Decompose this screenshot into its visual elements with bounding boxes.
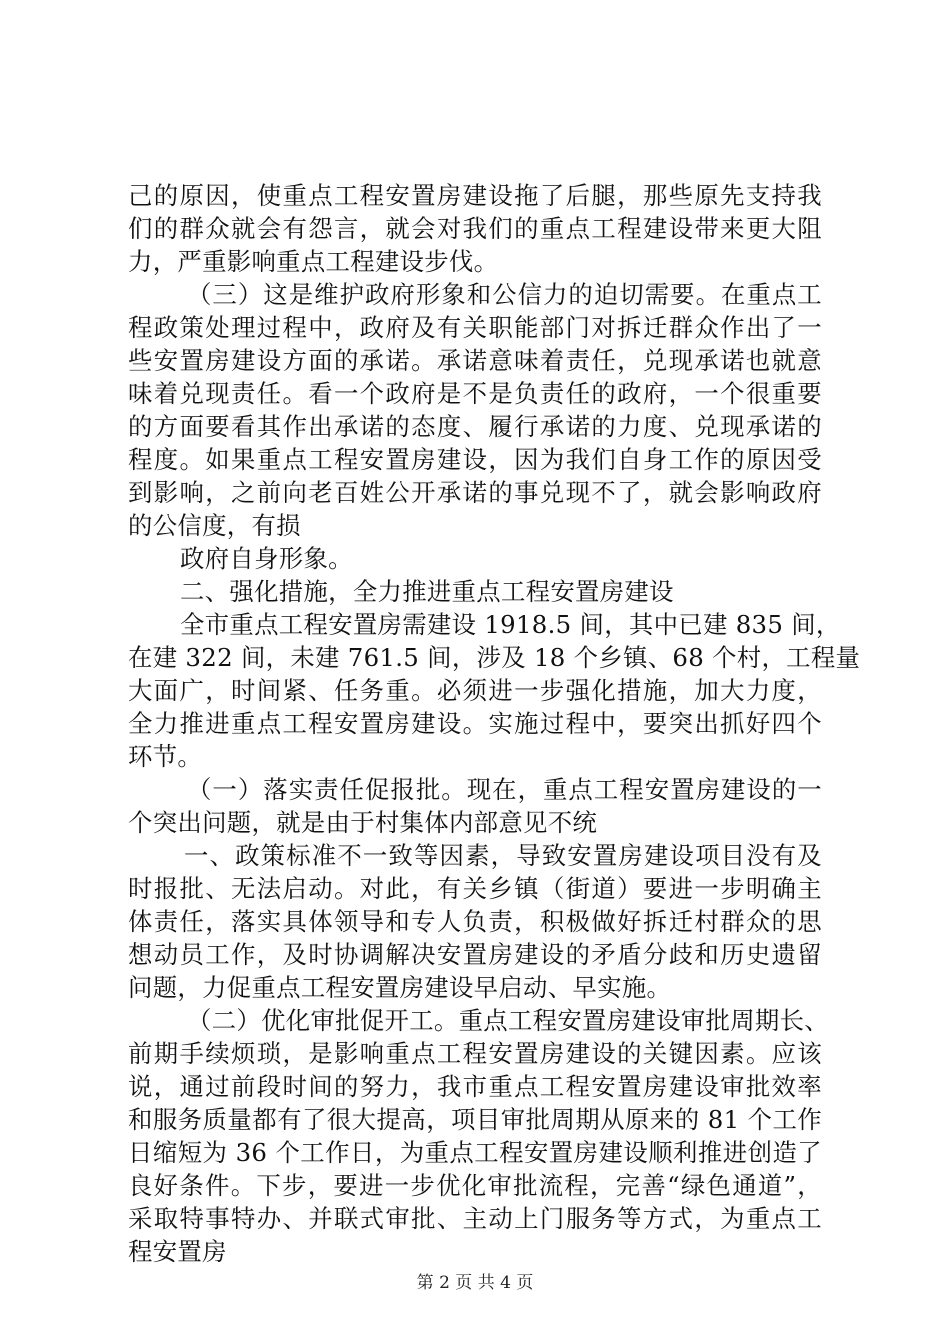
text-line: 大面广，时间紧、任务重。必须进一步强化措施，加大力度， bbox=[128, 676, 822, 705]
text-line: 时报批、无法启动。对此，有关乡镇（街道）要进一步明确主 bbox=[128, 874, 822, 903]
text-line: 体责任，落实具体领导和专人负责，积极做好拆迁村群众的思 bbox=[128, 907, 822, 936]
text-line: 日缩短为 36 个工作日，为重点工程安置房建设顺利推进创造了 bbox=[128, 1138, 822, 1167]
text-line: 全力推进重点工程安置房建设。实施过程中，要突出抓好四个 bbox=[128, 709, 822, 738]
paragraph-start-line: （三）这是维护政府形象和公信力的迫切需要。在重点工 bbox=[187, 280, 822, 309]
text-line: 到影响，之前向老百姓公开承诺的事兑现不了，就会影响政府 bbox=[128, 478, 822, 507]
text-line: 味着兑现责任。看一个政府是不是负责任的政府，一个很重要 bbox=[128, 379, 822, 408]
page-number-footer: 第 2 页 共 4 页 bbox=[416, 1273, 534, 1293]
text-line: 在建 322 间，未建 761.5 间，涉及 18 个乡镇、68 个村，工程量 bbox=[128, 643, 861, 672]
paragraph-start-line: （二）优化审批促开工。重点工程安置房建设审批周期长、 bbox=[187, 1006, 829, 1035]
text-line: 的公信度，有损 bbox=[128, 511, 301, 540]
text-line: 良好条件。下步，要进一步优化审批流程，完善“绿色通道”， bbox=[128, 1171, 822, 1200]
text-line: 程度。如果重点工程安置房建设，因为我们自身工作的原因受 bbox=[128, 445, 822, 474]
text-line: 们的群众就会有怨言，就会对我们的重点工程建设带来更大阻 bbox=[128, 214, 822, 243]
section-heading: 二、强化措施，全力推进重点工程安置房建设 bbox=[180, 577, 674, 606]
text-line: 己的原因，使重点工程安置房建设拖了后腿，那些原先支持我 bbox=[128, 181, 822, 210]
text-line: 和服务质量都有了很大提高，项目审批周期从原来的 81 个工作 bbox=[128, 1105, 822, 1134]
text-line: 的方面要看其作出承诺的态度、履行承诺的力度、兑现承诺的 bbox=[128, 412, 822, 441]
text-line: 政府自身形象。 bbox=[180, 544, 353, 573]
text-line: 力，严重影响重点工程建设步伐。 bbox=[128, 247, 499, 276]
text-line: 说，通过前段时间的努力，我市重点工程安置房建设审批效率 bbox=[128, 1072, 822, 1101]
text-line: 些安置房建设方面的承诺。承诺意味着责任，兑现承诺也就意 bbox=[128, 346, 822, 375]
text-line: 个突出问题，就是由于村集体内部意见不统 bbox=[128, 808, 598, 837]
paragraph-start-line: 全市重点工程安置房需建设 1918.5 间，其中已建 835 间， bbox=[180, 610, 841, 639]
text-line: 前期手续烦琐，是影响重点工程安置房建设的关键因素。应该 bbox=[128, 1039, 822, 1068]
text-line: 想动员工作，及时协调解决安置房建设的矛盾分歧和历史遗留 bbox=[128, 940, 822, 969]
paragraph-start-line: 一、政策标准不一致等因素，导致安置房建设项目没有及 bbox=[184, 841, 822, 870]
text-line: 程政策处理过程中，政府及有关职能部门对拆迁群众作出了一 bbox=[128, 313, 822, 342]
text-line: 程安置房 bbox=[128, 1237, 227, 1266]
paragraph-start-line: （一）落实责任促报批。现在，重点工程安置房建设的一 bbox=[187, 775, 822, 804]
text-line: 环节。 bbox=[128, 742, 203, 771]
text-line: 采取特事特办、并联式审批、主动上门服务等方式，为重点工 bbox=[128, 1204, 822, 1233]
text-line: 问题，力促重点工程安置房建设早启动、早实施。 bbox=[128, 973, 672, 1002]
